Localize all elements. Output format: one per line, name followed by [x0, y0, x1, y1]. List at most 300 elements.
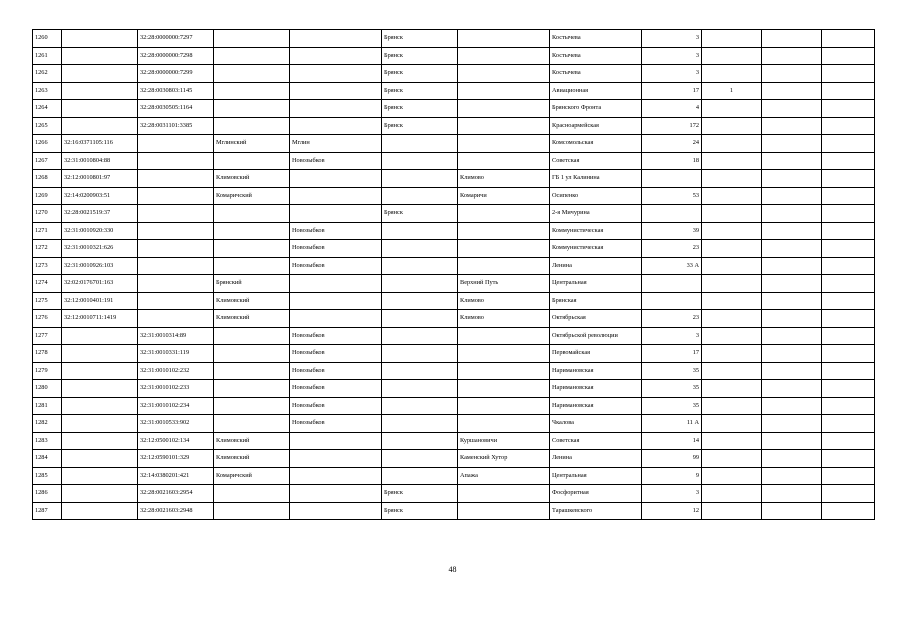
cell-extra-a	[762, 292, 822, 310]
cell-district	[214, 380, 290, 398]
cell-city-b	[382, 135, 458, 153]
cell-city: Новозыбков	[290, 222, 382, 240]
table-row	[33, 432, 875, 450]
cell-extra-a	[762, 100, 822, 118]
cell-extra-b	[822, 152, 875, 170]
cell-extra-a	[762, 170, 822, 188]
cell-district	[214, 152, 290, 170]
cell-cadastral-number-a: 32:31:0010920:330	[62, 222, 138, 240]
table-row	[33, 152, 875, 170]
cell-street: Центральная	[550, 275, 642, 293]
cell-building	[702, 467, 762, 485]
cell-cadastral-number-b: 32:31:0010533:902	[138, 415, 214, 433]
cell-extra-a	[762, 467, 822, 485]
table-row	[33, 257, 875, 275]
cell-extra-a	[762, 275, 822, 293]
cell-settlement	[458, 222, 550, 240]
cell-cadastral-number-a	[62, 502, 138, 520]
cell-house: 3	[642, 30, 702, 48]
cell-settlement: Климово	[458, 292, 550, 310]
cell-city	[290, 100, 382, 118]
cell-street: Ленина	[550, 450, 642, 468]
cell-city: Новозыбков	[290, 152, 382, 170]
cell-cadastral-number-a	[62, 485, 138, 503]
cell-city	[290, 82, 382, 100]
cell-extra-b	[822, 275, 875, 293]
cell-district	[214, 362, 290, 380]
cell-cadastral-number-b: 32:28:0031101:3385	[138, 117, 214, 135]
cell-row-number: 1275	[33, 292, 62, 310]
cell-settlement: Каменский Хутор	[458, 450, 550, 468]
cell-building	[702, 205, 762, 223]
table-row	[33, 450, 875, 468]
cell-district	[214, 257, 290, 275]
cell-district	[214, 397, 290, 415]
cell-cadastral-number-a: 32:31:0010804:88	[62, 152, 138, 170]
cell-settlement	[458, 485, 550, 503]
cell-street: Костычева	[550, 30, 642, 48]
cell-district	[214, 47, 290, 65]
cell-settlement	[458, 327, 550, 345]
cell-city: Новозыбков	[290, 397, 382, 415]
cell-cadastral-number-b: 32:31:0010314:89	[138, 327, 214, 345]
cell-building	[702, 222, 762, 240]
cell-street: Наримановская	[550, 397, 642, 415]
cell-extra-b	[822, 362, 875, 380]
cell-district: Климовский	[214, 310, 290, 328]
cell-city-b: Брянск	[382, 117, 458, 135]
cell-district: Комаричский	[214, 187, 290, 205]
cell-cadastral-number-b: 32:28:0000000:7299	[138, 65, 214, 83]
cell-house: 24	[642, 135, 702, 153]
cell-row-number: 1268	[33, 170, 62, 188]
cell-cadastral-number-b: 32:28:0000000:7297	[138, 30, 214, 48]
cell-house: 99	[642, 450, 702, 468]
cell-street: Комсомольская	[550, 135, 642, 153]
cell-city-b	[382, 432, 458, 450]
cell-extra-a	[762, 310, 822, 328]
cell-cadastral-number-b	[138, 205, 214, 223]
cell-city-b	[382, 292, 458, 310]
cell-street: Октябрьской революции	[550, 327, 642, 345]
cell-street: Наримановская	[550, 380, 642, 398]
table-row	[33, 502, 875, 520]
table-row	[33, 205, 875, 223]
cell-city: Новозыбков	[290, 380, 382, 398]
cell-extra-b	[822, 485, 875, 503]
cell-city-b	[382, 467, 458, 485]
cell-city	[290, 450, 382, 468]
cell-cadastral-number-b	[138, 257, 214, 275]
cell-street: Брянского Фронта	[550, 100, 642, 118]
cell-street: 2-я Мичурина	[550, 205, 642, 223]
cell-settlement	[458, 47, 550, 65]
cell-city-b	[382, 310, 458, 328]
cell-row-number: 1283	[33, 432, 62, 450]
cell-extra-a	[762, 222, 822, 240]
cell-cadastral-number-b	[138, 135, 214, 153]
cell-settlement	[458, 397, 550, 415]
cell-city-b	[382, 380, 458, 398]
cell-cadastral-number-a	[62, 345, 138, 363]
cell-extra-a	[762, 240, 822, 258]
table-row	[33, 380, 875, 398]
cell-extra-a	[762, 205, 822, 223]
cell-row-number: 1261	[33, 47, 62, 65]
cell-extra-b	[822, 135, 875, 153]
cell-settlement	[458, 100, 550, 118]
cell-building	[702, 397, 762, 415]
cell-city-b: Брянск	[382, 65, 458, 83]
cell-district	[214, 345, 290, 363]
cell-extra-a	[762, 362, 822, 380]
cell-cadastral-number-b: 32:28:0000000:7298	[138, 47, 214, 65]
cell-city	[290, 310, 382, 328]
cell-city: Новозыбков	[290, 415, 382, 433]
cell-street: Костычева	[550, 65, 642, 83]
cell-extra-a	[762, 327, 822, 345]
cell-building	[702, 310, 762, 328]
cell-city-b	[382, 450, 458, 468]
cell-building	[702, 47, 762, 65]
cell-row-number: 1269	[33, 187, 62, 205]
cell-cadastral-number-a	[62, 467, 138, 485]
cell-district	[214, 485, 290, 503]
cell-cadastral-number-a: 32:12:0010801:97	[62, 170, 138, 188]
cell-building: 1	[702, 82, 762, 100]
cell-cadastral-number-b: 32:14:0380201:421	[138, 467, 214, 485]
cell-extra-a	[762, 485, 822, 503]
cell-city	[290, 432, 382, 450]
cell-row-number: 1277	[33, 327, 62, 345]
cell-street: Советская	[550, 432, 642, 450]
cell-row-number: 1273	[33, 257, 62, 275]
cell-row-number: 1272	[33, 240, 62, 258]
cell-house	[642, 275, 702, 293]
cell-district: Мглинский	[214, 135, 290, 153]
cell-extra-b	[822, 187, 875, 205]
cell-district	[214, 30, 290, 48]
cell-extra-a	[762, 415, 822, 433]
cell-city	[290, 292, 382, 310]
cell-settlement	[458, 502, 550, 520]
table-row	[33, 485, 875, 503]
cell-house: 14	[642, 432, 702, 450]
cell-settlement	[458, 117, 550, 135]
cell-cadastral-number-a	[62, 432, 138, 450]
cell-building	[702, 450, 762, 468]
cell-row-number: 1270	[33, 205, 62, 223]
table-body	[33, 30, 875, 520]
cell-district	[214, 117, 290, 135]
cell-extra-b	[822, 292, 875, 310]
cell-city-b	[382, 415, 458, 433]
cell-extra-a	[762, 47, 822, 65]
cell-house: 3	[642, 327, 702, 345]
cell-city	[290, 47, 382, 65]
cell-cadastral-number-a: 32:31:0010926:103	[62, 257, 138, 275]
cell-house: 12	[642, 502, 702, 520]
table-row	[33, 222, 875, 240]
table-row	[33, 397, 875, 415]
cell-city: Новозыбков	[290, 257, 382, 275]
cell-extra-b	[822, 117, 875, 135]
cell-cadastral-number-a: 32:02:0176701:163	[62, 275, 138, 293]
cell-row-number: 1279	[33, 362, 62, 380]
cell-cadastral-number-b	[138, 292, 214, 310]
cell-city: Новозыбков	[290, 240, 382, 258]
cell-house: 3	[642, 65, 702, 83]
cell-row-number: 1262	[33, 65, 62, 83]
cell-district: Климовский	[214, 292, 290, 310]
cell-street: Коммунистическая	[550, 240, 642, 258]
cell-city-b	[382, 170, 458, 188]
cell-extra-a	[762, 30, 822, 48]
cell-cadastral-number-a	[62, 362, 138, 380]
cell-row-number: 1281	[33, 397, 62, 415]
cell-street: Костычева	[550, 47, 642, 65]
cell-city-b	[382, 187, 458, 205]
cell-district	[214, 82, 290, 100]
cell-extra-b	[822, 47, 875, 65]
cell-settlement	[458, 240, 550, 258]
cell-street: Октябрьская	[550, 310, 642, 328]
cell-city	[290, 485, 382, 503]
cell-cadastral-number-a: 32:16:0371105:116	[62, 135, 138, 153]
cell-cadastral-number-b: 32:12:0500102:134	[138, 432, 214, 450]
cell-row-number: 1278	[33, 345, 62, 363]
cell-settlement	[458, 257, 550, 275]
table-row	[33, 327, 875, 345]
cell-house: 9	[642, 467, 702, 485]
cell-city-b: Брянск	[382, 205, 458, 223]
cell-city	[290, 30, 382, 48]
cell-extra-b	[822, 240, 875, 258]
cell-district	[214, 222, 290, 240]
cell-district	[214, 100, 290, 118]
cell-district: Климовский	[214, 170, 290, 188]
cell-city	[290, 205, 382, 223]
cell-city	[290, 170, 382, 188]
cell-district	[214, 205, 290, 223]
cell-row-number: 1264	[33, 100, 62, 118]
cell-row-number: 1287	[33, 502, 62, 520]
cell-district	[214, 502, 290, 520]
cell-row-number: 1271	[33, 222, 62, 240]
cell-city-b	[382, 257, 458, 275]
cell-city	[290, 187, 382, 205]
table-row	[33, 65, 875, 83]
cell-district	[214, 65, 290, 83]
cell-extra-b	[822, 327, 875, 345]
table-row	[33, 100, 875, 118]
table-row	[33, 240, 875, 258]
cell-district	[214, 415, 290, 433]
cell-city-b	[382, 327, 458, 345]
cell-building	[702, 275, 762, 293]
cell-cadastral-number-a	[62, 117, 138, 135]
cell-street: Тарашкевского	[550, 502, 642, 520]
cell-extra-b	[822, 30, 875, 48]
cell-extra-a	[762, 502, 822, 520]
cell-row-number: 1263	[33, 82, 62, 100]
cell-city-b	[382, 222, 458, 240]
cell-city	[290, 65, 382, 83]
cell-city-b	[382, 240, 458, 258]
cell-extra-a	[762, 187, 822, 205]
cell-settlement	[458, 362, 550, 380]
cell-house: 39	[642, 222, 702, 240]
table-row	[33, 362, 875, 380]
cell-city	[290, 117, 382, 135]
cell-building	[702, 170, 762, 188]
cell-cadastral-number-b	[138, 187, 214, 205]
cell-building	[702, 100, 762, 118]
cell-row-number: 1265	[33, 117, 62, 135]
cell-street: Наримановская	[550, 362, 642, 380]
cell-row-number: 1286	[33, 485, 62, 503]
cell-building	[702, 362, 762, 380]
cell-cadastral-number-b: 32:31:0010331:119	[138, 345, 214, 363]
table-row	[33, 82, 875, 100]
cell-row-number: 1267	[33, 152, 62, 170]
cell-cadastral-number-b	[138, 240, 214, 258]
table-row	[33, 310, 875, 328]
cell-cadastral-number-a	[62, 65, 138, 83]
cell-building	[702, 292, 762, 310]
cell-extra-b	[822, 310, 875, 328]
cell-settlement: Комаричи	[458, 187, 550, 205]
page-number: 48	[448, 565, 457, 574]
cell-house: 3	[642, 485, 702, 503]
cell-extra-a	[762, 380, 822, 398]
cell-cadastral-number-a	[62, 450, 138, 468]
cell-street: Осипенко	[550, 187, 642, 205]
cell-settlement	[458, 65, 550, 83]
cell-street: ГБ 1 ул Калинина	[550, 170, 642, 188]
cell-city	[290, 467, 382, 485]
cell-house: 35	[642, 397, 702, 415]
cell-cadastral-number-a	[62, 82, 138, 100]
cell-extra-b	[822, 467, 875, 485]
cell-house: 23	[642, 310, 702, 328]
cell-cadastral-number-a	[62, 327, 138, 345]
cell-city: Мглин	[290, 135, 382, 153]
cell-street: Ленина	[550, 257, 642, 275]
cell-building	[702, 345, 762, 363]
cell-building	[702, 432, 762, 450]
cell-city-b: Брянск	[382, 502, 458, 520]
cell-extra-b	[822, 222, 875, 240]
cell-row-number: 1282	[33, 415, 62, 433]
cell-building	[702, 502, 762, 520]
table-row	[33, 292, 875, 310]
cell-extra-b	[822, 65, 875, 83]
cell-house: 4	[642, 100, 702, 118]
cell-building	[702, 485, 762, 503]
cell-cadastral-number-b: 32:28:0030803:1145	[138, 82, 214, 100]
cell-settlement: Климово	[458, 170, 550, 188]
cell-cadastral-number-b: 32:28:0030505:1164	[138, 100, 214, 118]
cell-city-b: Брянск	[382, 82, 458, 100]
cell-street: Фосфоритная	[550, 485, 642, 503]
cell-cadastral-number-a: 32:14:0200903:51	[62, 187, 138, 205]
cell-extra-b	[822, 170, 875, 188]
cell-extra-b	[822, 432, 875, 450]
cell-settlement	[458, 152, 550, 170]
cell-district	[214, 240, 290, 258]
cell-building	[702, 187, 762, 205]
cell-row-number: 1284	[33, 450, 62, 468]
cell-house	[642, 205, 702, 223]
cell-extra-a	[762, 450, 822, 468]
cell-cadastral-number-a: 32:12:0010401:191	[62, 292, 138, 310]
cell-house: 53	[642, 187, 702, 205]
cell-row-number: 1280	[33, 380, 62, 398]
cell-building	[702, 240, 762, 258]
cell-cadastral-number-b: 32:31:0010102:234	[138, 397, 214, 415]
cell-city-b	[382, 152, 458, 170]
table-row	[33, 345, 875, 363]
cell-settlement	[458, 82, 550, 100]
cell-house: 23	[642, 240, 702, 258]
cell-cadastral-number-a	[62, 30, 138, 48]
cell-street: Брянская	[550, 292, 642, 310]
cell-house: 17	[642, 82, 702, 100]
cell-building	[702, 380, 762, 398]
cell-city: Новозыбков	[290, 362, 382, 380]
cell-building	[702, 327, 762, 345]
cell-extra-a	[762, 65, 822, 83]
cell-cadastral-number-a	[62, 415, 138, 433]
cell-extra-b	[822, 82, 875, 100]
cell-city-b: Брянск	[382, 47, 458, 65]
cell-house: 35	[642, 380, 702, 398]
table-row	[33, 135, 875, 153]
cell-cadastral-number-b	[138, 275, 214, 293]
cell-row-number: 1285	[33, 467, 62, 485]
cell-cadastral-number-a	[62, 47, 138, 65]
cell-city	[290, 502, 382, 520]
table-row	[33, 30, 875, 48]
cell-extra-b	[822, 397, 875, 415]
cell-extra-b	[822, 380, 875, 398]
cell-district	[214, 327, 290, 345]
cell-city-b	[382, 275, 458, 293]
cell-settlement	[458, 380, 550, 398]
cell-city	[290, 275, 382, 293]
cell-building	[702, 415, 762, 433]
cell-street: Центральная	[550, 467, 642, 485]
table-row	[33, 467, 875, 485]
cell-building	[702, 257, 762, 275]
cell-settlement	[458, 30, 550, 48]
cell-house: 3	[642, 47, 702, 65]
cell-cadastral-number-b: 32:31:0010102:232	[138, 362, 214, 380]
cell-cadastral-number-a: 32:31:0010321:626	[62, 240, 138, 258]
cell-row-number: 1260	[33, 30, 62, 48]
cell-street: Чкалова	[550, 415, 642, 433]
cell-house: 172	[642, 117, 702, 135]
cell-extra-a	[762, 117, 822, 135]
cell-city-b: Брянск	[382, 30, 458, 48]
cell-cadastral-number-b: 32:12:0590101:329	[138, 450, 214, 468]
cell-extra-b	[822, 345, 875, 363]
cell-house: 18	[642, 152, 702, 170]
cell-row-number: 1274	[33, 275, 62, 293]
cell-row-number: 1276	[33, 310, 62, 328]
cell-settlement	[458, 205, 550, 223]
